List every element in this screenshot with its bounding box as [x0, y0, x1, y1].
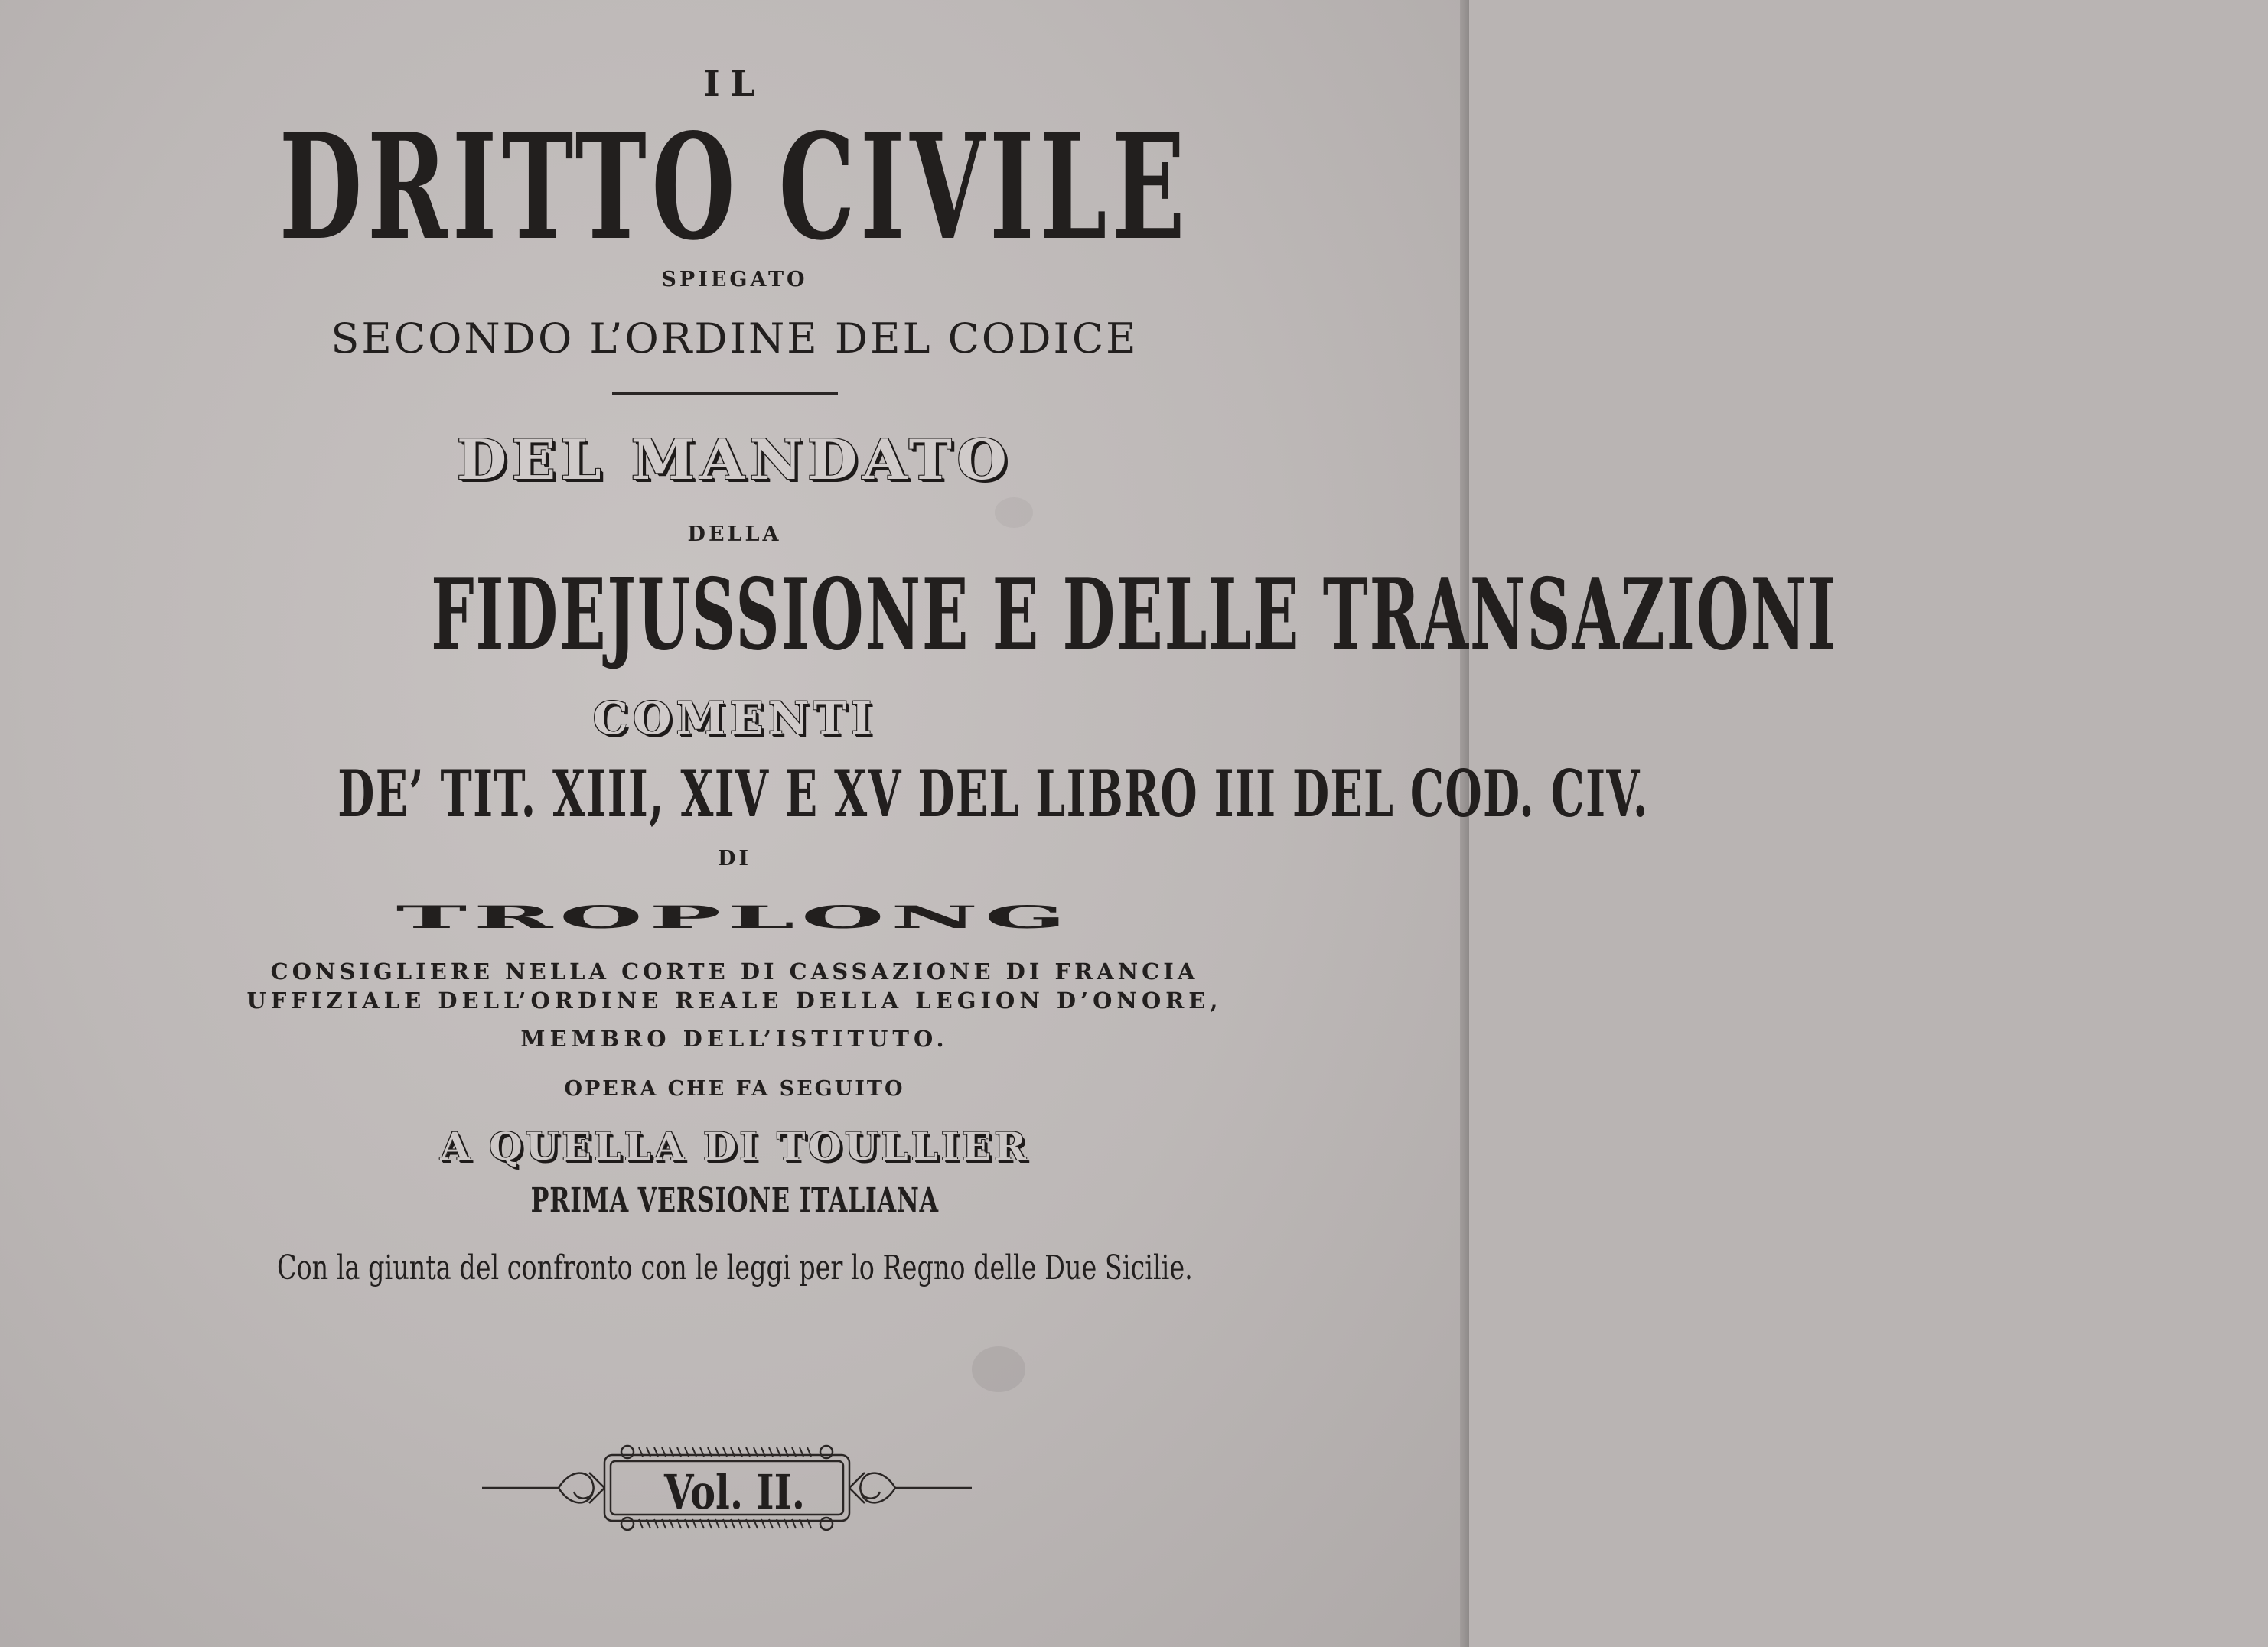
prima-versione-text: PRIMA VERSIONE ITALIANA [530, 1181, 939, 1220]
prima-versione-line [0, 1181, 1469, 1220]
author-role-2: UFFIZIALE DELL’ORDINE REALE DELLA LEGION D’ONORE, [246, 988, 1223, 1014]
opera-line: OPERA CHE FA SEGUITO [564, 1077, 905, 1101]
della-line: DELLA [687, 522, 782, 546]
volume-label [0, 1464, 1469, 1520]
foxing-spot [995, 497, 1033, 528]
del-mandato-heading [0, 427, 1469, 492]
titles-line [0, 756, 1649, 832]
volume-label-text: Vol. II. [663, 1464, 806, 1520]
titles-text: DE’ TIT. XIII, XIV E XV DEL LIBRO III DEL COD. CIV. [337, 756, 1649, 832]
spiegato-line: SPIEGATO [661, 268, 808, 291]
author-role-3: MEMBRO DELL’ISTITUTO. [520, 1026, 949, 1052]
giunta-text: Con la giunta del confronto con le leggi per lo Regno delle Due Sicilie. [276, 1248, 1193, 1287]
author-name [0, 895, 1469, 939]
title-article: IL [703, 63, 766, 104]
author-name-text: TROPLONG [396, 899, 1074, 936]
main-title-text: DRITTO CIVILE [279, 102, 1191, 272]
giunta-line [0, 1248, 1469, 1287]
di-line: DI [717, 847, 752, 871]
del-mandato-text: DEL MANDATO [457, 427, 1012, 492]
secondo-line: SECONDO L’ORDINE DEL CODICE [331, 314, 1139, 363]
divider-rule [612, 392, 838, 395]
quella-line: A QUELLA DI TOULLIER [440, 1124, 1029, 1169]
subjects-text: FIDEJUSSIONE E DELLE TRANSAZIONI [431, 558, 1838, 672]
comenti-heading: COMENTI [592, 692, 877, 744]
foxing-spot [972, 1346, 1025, 1392]
subjects-heading [0, 558, 1838, 672]
author-role-1: CONSIGLIERE NELLA CORTE DI CASSAZIONE DI FRANCIA [270, 959, 1199, 985]
main-title [0, 102, 1469, 272]
